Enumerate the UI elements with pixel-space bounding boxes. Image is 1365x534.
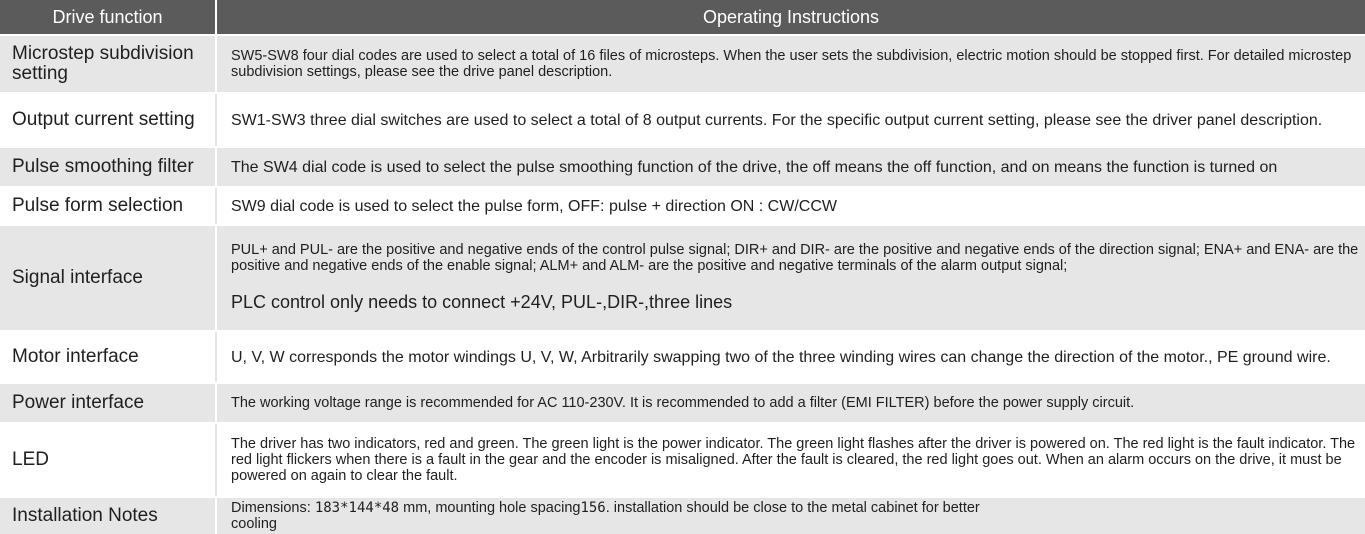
signal-interface-text: PUL+ and PUL- are the positive and negative ends of the control pulse signal; DIR+ and DIR- are the positive and negative ends of the direction signal; ENA+ and ENA- are the positive and negative ends of the enable signal; ALM+ and ALM- are the positive and negative terminals of the alarm output signal; [231, 242, 1359, 274]
dimensions-label: Dimensions: [231, 500, 311, 516]
row-function: Pulse smoothing filter [0, 148, 216, 186]
table-row [0, 384, 1365, 422]
row-description [216, 498, 1365, 534]
row-description: The working voltage range is recommended for AC 110-230V. It is recommended to add a filter (EMI FILTER) before the power supply circuit. [216, 384, 1365, 422]
row-function: Pulse form selection [0, 188, 216, 224]
table-header-row [0, 0, 1365, 34]
hole-spacing-value: 156 [580, 500, 606, 516]
row-description: The SW4 dial code is used to select the pulse smoothing function of the drive, the off means the off function, and on means the function is turned on [216, 148, 1365, 186]
dimensions-value: 183*144*48 [314, 500, 400, 516]
table-row [0, 188, 1365, 224]
table-row [0, 332, 1365, 382]
row-function: Microstep subdivision setting [0, 36, 216, 92]
row-function: Installation Notes [0, 498, 216, 534]
table-row [0, 424, 1365, 496]
row-description: SW9 dial code is used to select the pulse form, OFF: pulse + direction ON : CW/CCW [216, 188, 1365, 224]
row-description: SW1-SW3 three dial switches are used to select a total of 8 output currents. For the specific output current setting, please see the driver panel description. [216, 94, 1365, 146]
row-description [216, 226, 1365, 330]
row-description: U, V, W corresponds the motor windings U, V, W, Arbitrarily swapping two of the three winding wires can change the direction of the motor., PE ground wire. [216, 332, 1365, 382]
installation-note: . installation should be close to the metal cabinet for better cooling [231, 500, 980, 532]
row-description: The driver has two indicators, red and green. The green light is the power indicator. The green light flashes after the driver is powered on. The red light is the fault indicator. The red light flickers when there is a fault in the gear and the encoder is misaligned. After the fault is cleared, the red light goes out. When an alarm occurs on the drive, it must be powered on again to clear the fault. [216, 424, 1365, 496]
table-row [0, 148, 1365, 186]
table-row [0, 36, 1365, 92]
row-function: Power interface [0, 384, 216, 422]
header-drive-function: Drive function [0, 0, 216, 34]
table-row [0, 498, 1365, 534]
table-row [0, 94, 1365, 146]
row-description: SW5-SW8 four dial codes are used to select a total of 16 files of microsteps. When the user sets the subdivision, electric motion should be stopped first. For detailed microstep subdivision settings, please see the drive panel description. [216, 36, 1365, 92]
row-function: Output current setting [0, 94, 216, 146]
hole-spacing-label: mm, mounting hole spacing [399, 500, 581, 516]
table-row [0, 226, 1365, 330]
row-function: LED [0, 424, 216, 496]
header-operating-instructions: Operating Instructions [216, 0, 1365, 34]
row-function: Motor interface [0, 332, 216, 382]
plc-control-note: PLC control only needs to connect +24V, PUL-,DIR-,three lines [231, 292, 733, 312]
row-function: Signal interface [0, 226, 216, 330]
